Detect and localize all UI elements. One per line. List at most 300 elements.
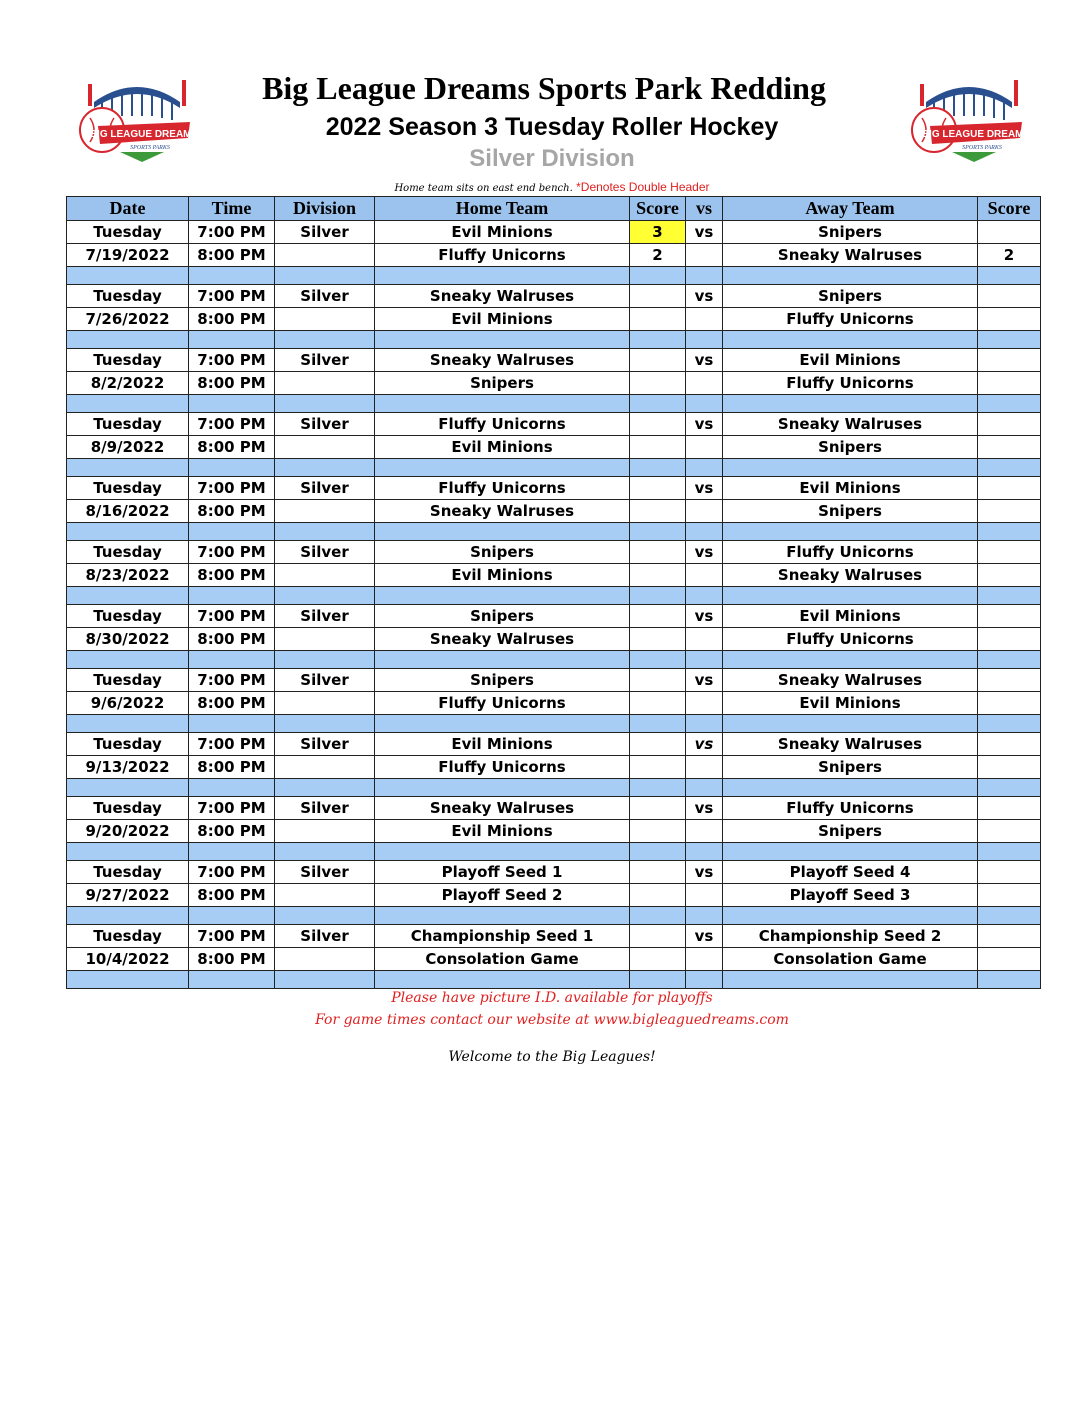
vs-cell <box>686 948 723 971</box>
date-cell: 7/19/2022 <box>67 244 189 267</box>
table-row <box>67 669 1041 692</box>
time-cell: 8:00 PM <box>189 436 275 459</box>
column-header-home-team: Home Team <box>375 197 630 221</box>
table-row <box>67 285 1041 308</box>
spacer-cell <box>67 971 189 989</box>
spacer-row <box>67 395 1041 413</box>
away-team-cell: Sneaky Walruses <box>723 413 978 436</box>
division-cell <box>275 436 375 459</box>
spacer-cell <box>978 459 1041 477</box>
date-day-cell: Tuesday <box>67 285 189 308</box>
spacer-cell <box>67 395 189 413</box>
footer-id-note: Please have picture I.D. available for playoffs <box>391 990 713 1006</box>
spacer-cell <box>723 331 978 349</box>
home-score-cell: 3 <box>630 221 686 244</box>
spacer-cell <box>67 523 189 541</box>
spacer-cell <box>723 779 978 797</box>
footer-welcome: Welcome to the Big Leagues! <box>448 1049 656 1065</box>
date-day-cell: Tuesday <box>67 925 189 948</box>
column-header-time: Time <box>189 197 275 221</box>
home-team-cell: Playoff Seed 1 <box>375 861 630 884</box>
home-team-note: Home team sits on east end bench. <box>394 183 573 194</box>
division-cell <box>275 500 375 523</box>
spacer-cell <box>630 971 686 989</box>
date-cell: 9/6/2022 <box>67 692 189 715</box>
away-team-cell: Playoff Seed 3 <box>723 884 978 907</box>
home-team-cell: Fluffy Unicorns <box>375 692 630 715</box>
away-team-cell: Sneaky Walruses <box>723 669 978 692</box>
spacer-row <box>67 331 1041 349</box>
home-score-cell <box>630 372 686 395</box>
spacer-row <box>67 779 1041 797</box>
away-score-cell <box>978 925 1041 948</box>
time-cell: 8:00 PM <box>189 308 275 331</box>
time-cell: 8:00 PM <box>189 692 275 715</box>
home-score-cell <box>630 692 686 715</box>
spacer-cell <box>630 395 686 413</box>
home-score-cell <box>630 861 686 884</box>
vs-cell <box>686 436 723 459</box>
spacer-cell <box>686 907 723 925</box>
spacer-cell <box>275 651 375 669</box>
spacer-cell <box>67 779 189 797</box>
spacer-cell <box>189 395 275 413</box>
date-cell: 8/23/2022 <box>67 564 189 587</box>
time-cell: 7:00 PM <box>189 669 275 692</box>
away-score-cell <box>978 564 1041 587</box>
svg-text:SPORTS PARKS: SPORTS PARKS <box>962 145 1002 151</box>
spacer-cell <box>375 907 630 925</box>
spacer-row <box>67 651 1041 669</box>
date-cell: 9/27/2022 <box>67 884 189 907</box>
home-score-cell <box>630 669 686 692</box>
spacer-cell <box>686 459 723 477</box>
spacer-cell <box>67 843 189 861</box>
spacer-cell <box>275 971 375 989</box>
schedule-body <box>67 221 1041 989</box>
column-header-division: Division <box>275 197 375 221</box>
table-row <box>67 413 1041 436</box>
home-team-cell: Sneaky Walruses <box>375 797 630 820</box>
schedule-table <box>66 196 1041 989</box>
vs-cell: vs <box>686 605 723 628</box>
away-score-cell <box>978 948 1041 971</box>
time-cell: 7:00 PM <box>189 733 275 756</box>
division-cell <box>275 756 375 779</box>
spacer-cell <box>375 523 630 541</box>
division-cell <box>275 244 375 267</box>
date-day-cell: Tuesday <box>67 797 189 820</box>
division-cell: Silver <box>275 221 375 244</box>
vs-cell: vs <box>686 413 723 436</box>
spacer-cell <box>686 587 723 605</box>
vs-cell: vs <box>686 797 723 820</box>
spacer-cell <box>375 715 630 733</box>
spacer-cell <box>375 395 630 413</box>
spacer-cell <box>275 843 375 861</box>
away-team-cell: Evil Minions <box>723 605 978 628</box>
spacer-cell <box>630 587 686 605</box>
spacer-cell <box>375 459 630 477</box>
date-cell: 9/20/2022 <box>67 820 189 843</box>
spacer-cell <box>686 651 723 669</box>
time-cell: 7:00 PM <box>189 925 275 948</box>
division-cell: Silver <box>275 797 375 820</box>
page-subtitle: 2022 Season 3 Tuesday Roller Hockey <box>325 113 779 141</box>
spacer-cell <box>723 459 978 477</box>
spacer-cell <box>189 715 275 733</box>
away-team-cell: Consolation Game <box>723 948 978 971</box>
date-day-cell: Tuesday <box>67 413 189 436</box>
time-cell: 8:00 PM <box>189 564 275 587</box>
vs-cell: vs <box>686 733 723 756</box>
away-team-cell: Snipers <box>723 820 978 843</box>
away-team-cell: Fluffy Unicorns <box>723 372 978 395</box>
column-header-vs: vs <box>686 197 723 221</box>
away-score-cell <box>978 884 1041 907</box>
date-cell: 10/4/2022 <box>67 948 189 971</box>
division-cell <box>275 820 375 843</box>
away-team-cell: Sneaky Walruses <box>723 564 978 587</box>
spacer-cell <box>723 843 978 861</box>
spacer-cell <box>67 715 189 733</box>
date-day-cell: Tuesday <box>67 541 189 564</box>
spacer-cell <box>275 523 375 541</box>
away-team-cell: Fluffy Unicorns <box>723 797 978 820</box>
spacer-cell <box>686 843 723 861</box>
away-team-cell: Evil Minions <box>723 477 978 500</box>
spacer-cell <box>978 779 1041 797</box>
away-team-cell: Sneaky Walruses <box>723 244 978 267</box>
division-cell <box>275 948 375 971</box>
time-cell: 8:00 PM <box>189 820 275 843</box>
time-cell: 7:00 PM <box>189 861 275 884</box>
spacer-row <box>67 523 1041 541</box>
vs-cell: vs <box>686 861 723 884</box>
home-team-cell: Fluffy Unicorns <box>375 413 630 436</box>
vs-cell <box>686 756 723 779</box>
division-cell <box>275 372 375 395</box>
spacer-cell <box>275 907 375 925</box>
away-score-cell <box>978 477 1041 500</box>
home-team-cell: Snipers <box>375 372 630 395</box>
home-team-cell: Snipers <box>375 669 630 692</box>
spacer-cell <box>630 267 686 285</box>
date-cell: 8/30/2022 <box>67 628 189 651</box>
away-team-cell: Playoff Seed 4 <box>723 861 978 884</box>
spacer-cell <box>686 523 723 541</box>
spacer-cell <box>67 651 189 669</box>
time-cell: 8:00 PM <box>189 948 275 971</box>
date-day-cell: Tuesday <box>67 221 189 244</box>
time-cell: 7:00 PM <box>189 349 275 372</box>
away-score-cell <box>978 733 1041 756</box>
vs-cell: vs <box>686 925 723 948</box>
spacer-cell <box>723 651 978 669</box>
spacer-cell <box>375 971 630 989</box>
home-score-cell <box>630 605 686 628</box>
svg-text:SPORTS PARKS: SPORTS PARKS <box>130 145 170 151</box>
time-cell: 8:00 PM <box>189 500 275 523</box>
spacer-cell <box>275 331 375 349</box>
table-row <box>67 349 1041 372</box>
spacer-cell <box>375 587 630 605</box>
spacer-cell <box>67 459 189 477</box>
home-score-cell <box>630 797 686 820</box>
home-team-cell: Fluffy Unicorns <box>375 756 630 779</box>
table-row <box>67 221 1041 244</box>
away-team-cell: Sneaky Walruses <box>723 733 978 756</box>
away-team-cell: Snipers <box>723 285 978 308</box>
table-row <box>67 477 1041 500</box>
time-cell: 7:00 PM <box>189 541 275 564</box>
spacer-cell <box>978 587 1041 605</box>
away-score-cell <box>978 692 1041 715</box>
home-team-cell: Evil Minions <box>375 436 630 459</box>
home-team-cell: Snipers <box>375 605 630 628</box>
column-header-away-score: Score <box>978 197 1041 221</box>
spacer-cell <box>978 395 1041 413</box>
spacer-cell <box>723 267 978 285</box>
svg-text:BIG LEAGUE DREAMS: BIG LEAGUE DREAMS <box>921 129 1030 140</box>
division-cell <box>275 884 375 907</box>
away-team-cell: Evil Minions <box>723 349 978 372</box>
away-score-cell <box>978 797 1041 820</box>
spacer-cell <box>723 907 978 925</box>
spacer-cell <box>189 267 275 285</box>
vs-cell <box>686 308 723 331</box>
spacer-cell <box>630 715 686 733</box>
spacer-row <box>67 715 1041 733</box>
header-notes <box>0 180 1088 196</box>
away-team-cell: Snipers <box>723 756 978 779</box>
spacer-cell <box>723 587 978 605</box>
division-cell <box>275 308 375 331</box>
home-score-cell <box>630 884 686 907</box>
time-cell: 8:00 PM <box>189 756 275 779</box>
away-team-cell: Snipers <box>723 500 978 523</box>
spacer-cell <box>630 523 686 541</box>
date-cell: 9/13/2022 <box>67 756 189 779</box>
away-team-cell: Fluffy Unicorns <box>723 541 978 564</box>
table-row <box>67 564 1041 587</box>
date-cell: 7/26/2022 <box>67 308 189 331</box>
home-score-cell: 2 <box>630 244 686 267</box>
table-row <box>67 308 1041 331</box>
vs-cell <box>686 628 723 651</box>
spacer-cell <box>189 331 275 349</box>
column-header-home-score: Score <box>630 197 686 221</box>
table-row <box>67 628 1041 651</box>
table-row <box>67 733 1041 756</box>
spacer-cell <box>189 907 275 925</box>
home-score-cell <box>630 733 686 756</box>
vs-cell <box>686 372 723 395</box>
spacer-cell <box>686 395 723 413</box>
home-score-cell <box>630 436 686 459</box>
away-score-cell <box>978 436 1041 459</box>
spacer-cell <box>189 779 275 797</box>
division-cell: Silver <box>275 925 375 948</box>
away-team-cell: Fluffy Unicorns <box>723 628 978 651</box>
away-score-cell <box>978 541 1041 564</box>
time-cell: 8:00 PM <box>189 884 275 907</box>
table-row <box>67 861 1041 884</box>
spacer-cell <box>723 523 978 541</box>
table-row <box>67 244 1041 267</box>
away-score-cell <box>978 500 1041 523</box>
vs-cell: vs <box>686 669 723 692</box>
home-team-cell: Fluffy Unicorns <box>375 477 630 500</box>
table-row <box>67 797 1041 820</box>
division-cell: Silver <box>275 349 375 372</box>
spacer-cell <box>275 459 375 477</box>
spacer-cell <box>723 971 978 989</box>
division-cell: Silver <box>275 733 375 756</box>
division-cell: Silver <box>275 285 375 308</box>
vs-cell <box>686 244 723 267</box>
date-day-cell: Tuesday <box>67 669 189 692</box>
spacer-cell <box>189 459 275 477</box>
svg-text:BIG LEAGUE DREAMS: BIG LEAGUE DREAMS <box>89 129 198 140</box>
division-cell: Silver <box>275 413 375 436</box>
home-team-cell: Sneaky Walruses <box>375 285 630 308</box>
time-cell: 7:00 PM <box>189 477 275 500</box>
spacer-cell <box>189 651 275 669</box>
spacer-cell <box>978 651 1041 669</box>
column-header-away-team: Away Team <box>723 197 978 221</box>
home-team-cell: Fluffy Unicorns <box>375 244 630 267</box>
table-row <box>67 925 1041 948</box>
vs-cell <box>686 692 723 715</box>
spacer-cell <box>189 523 275 541</box>
table-header-row <box>67 197 1041 221</box>
date-day-cell: Tuesday <box>67 733 189 756</box>
spacer-row <box>67 843 1041 861</box>
home-score-cell <box>630 541 686 564</box>
spacer-cell <box>375 331 630 349</box>
table-row <box>67 436 1041 459</box>
time-cell: 7:00 PM <box>189 797 275 820</box>
table-row <box>67 605 1041 628</box>
home-team-cell: Championship Seed 1 <box>375 925 630 948</box>
spacer-cell <box>978 715 1041 733</box>
away-score-cell <box>978 221 1041 244</box>
date-cell: 8/16/2022 <box>67 500 189 523</box>
vs-cell <box>686 884 723 907</box>
table-row <box>67 500 1041 523</box>
spacer-cell <box>275 395 375 413</box>
spacer-cell <box>686 267 723 285</box>
home-team-cell: Evil Minions <box>375 820 630 843</box>
home-team-cell: Snipers <box>375 541 630 564</box>
spacer-cell <box>189 587 275 605</box>
home-score-cell <box>630 308 686 331</box>
table-row <box>67 541 1041 564</box>
spacer-cell <box>723 395 978 413</box>
spacer-cell <box>67 331 189 349</box>
away-score-cell <box>978 756 1041 779</box>
spacer-cell <box>375 843 630 861</box>
spacer-cell <box>375 267 630 285</box>
date-day-cell: Tuesday <box>67 605 189 628</box>
home-team-cell: Sneaky Walruses <box>375 349 630 372</box>
page-title: Big League Dreams Sports Park Redding <box>262 70 826 106</box>
home-score-cell <box>630 285 686 308</box>
home-team-cell: Evil Minions <box>375 564 630 587</box>
spacer-cell <box>978 907 1041 925</box>
spacer-row <box>67 907 1041 925</box>
away-score-cell <box>978 372 1041 395</box>
home-score-cell <box>630 820 686 843</box>
date-cell: 8/2/2022 <box>67 372 189 395</box>
time-cell: 7:00 PM <box>189 221 275 244</box>
date-day-cell: Tuesday <box>67 861 189 884</box>
double-header-note: *Denotes Double Header <box>576 180 710 194</box>
home-score-cell <box>630 413 686 436</box>
table-row <box>67 884 1041 907</box>
away-score-cell <box>978 413 1041 436</box>
spacer-cell <box>189 843 275 861</box>
spacer-cell <box>686 971 723 989</box>
away-score-cell <box>978 605 1041 628</box>
away-score-cell: 2 <box>978 244 1041 267</box>
spacer-row <box>67 587 1041 605</box>
time-cell: 7:00 PM <box>189 285 275 308</box>
home-score-cell <box>630 349 686 372</box>
spacer-cell <box>978 267 1041 285</box>
away-score-cell <box>978 820 1041 843</box>
spacer-row <box>67 971 1041 989</box>
division-cell <box>275 692 375 715</box>
away-team-cell: Fluffy Unicorns <box>723 308 978 331</box>
spacer-cell <box>275 587 375 605</box>
vs-cell: vs <box>686 477 723 500</box>
spacer-cell <box>630 843 686 861</box>
vs-cell: vs <box>686 221 723 244</box>
table-row <box>67 948 1041 971</box>
home-team-cell: Sneaky Walruses <box>375 628 630 651</box>
home-score-cell <box>630 477 686 500</box>
vs-cell <box>686 500 723 523</box>
spacer-cell <box>67 267 189 285</box>
home-team-cell: Sneaky Walruses <box>375 500 630 523</box>
spacer-cell <box>67 907 189 925</box>
spacer-cell <box>978 331 1041 349</box>
home-team-cell: Evil Minions <box>375 221 630 244</box>
home-score-cell <box>630 756 686 779</box>
division-title: Silver Division <box>469 145 635 172</box>
home-score-cell <box>630 500 686 523</box>
vs-cell: vs <box>686 349 723 372</box>
column-header-date: Date <box>67 197 189 221</box>
away-score-cell <box>978 308 1041 331</box>
spacer-cell <box>978 843 1041 861</box>
time-cell: 7:00 PM <box>189 605 275 628</box>
home-team-cell: Evil Minions <box>375 733 630 756</box>
time-cell: 8:00 PM <box>189 372 275 395</box>
away-score-cell <box>978 285 1041 308</box>
spacer-cell <box>686 715 723 733</box>
footer-website-note: For game times contact our website at www.bigleaguedreams.com <box>315 1012 789 1028</box>
date-day-cell: Tuesday <box>67 349 189 372</box>
division-cell: Silver <box>275 605 375 628</box>
table-row <box>67 372 1041 395</box>
date-cell: 8/9/2022 <box>67 436 189 459</box>
spacer-cell <box>189 971 275 989</box>
spacer-cell <box>275 779 375 797</box>
away-score-cell <box>978 669 1041 692</box>
